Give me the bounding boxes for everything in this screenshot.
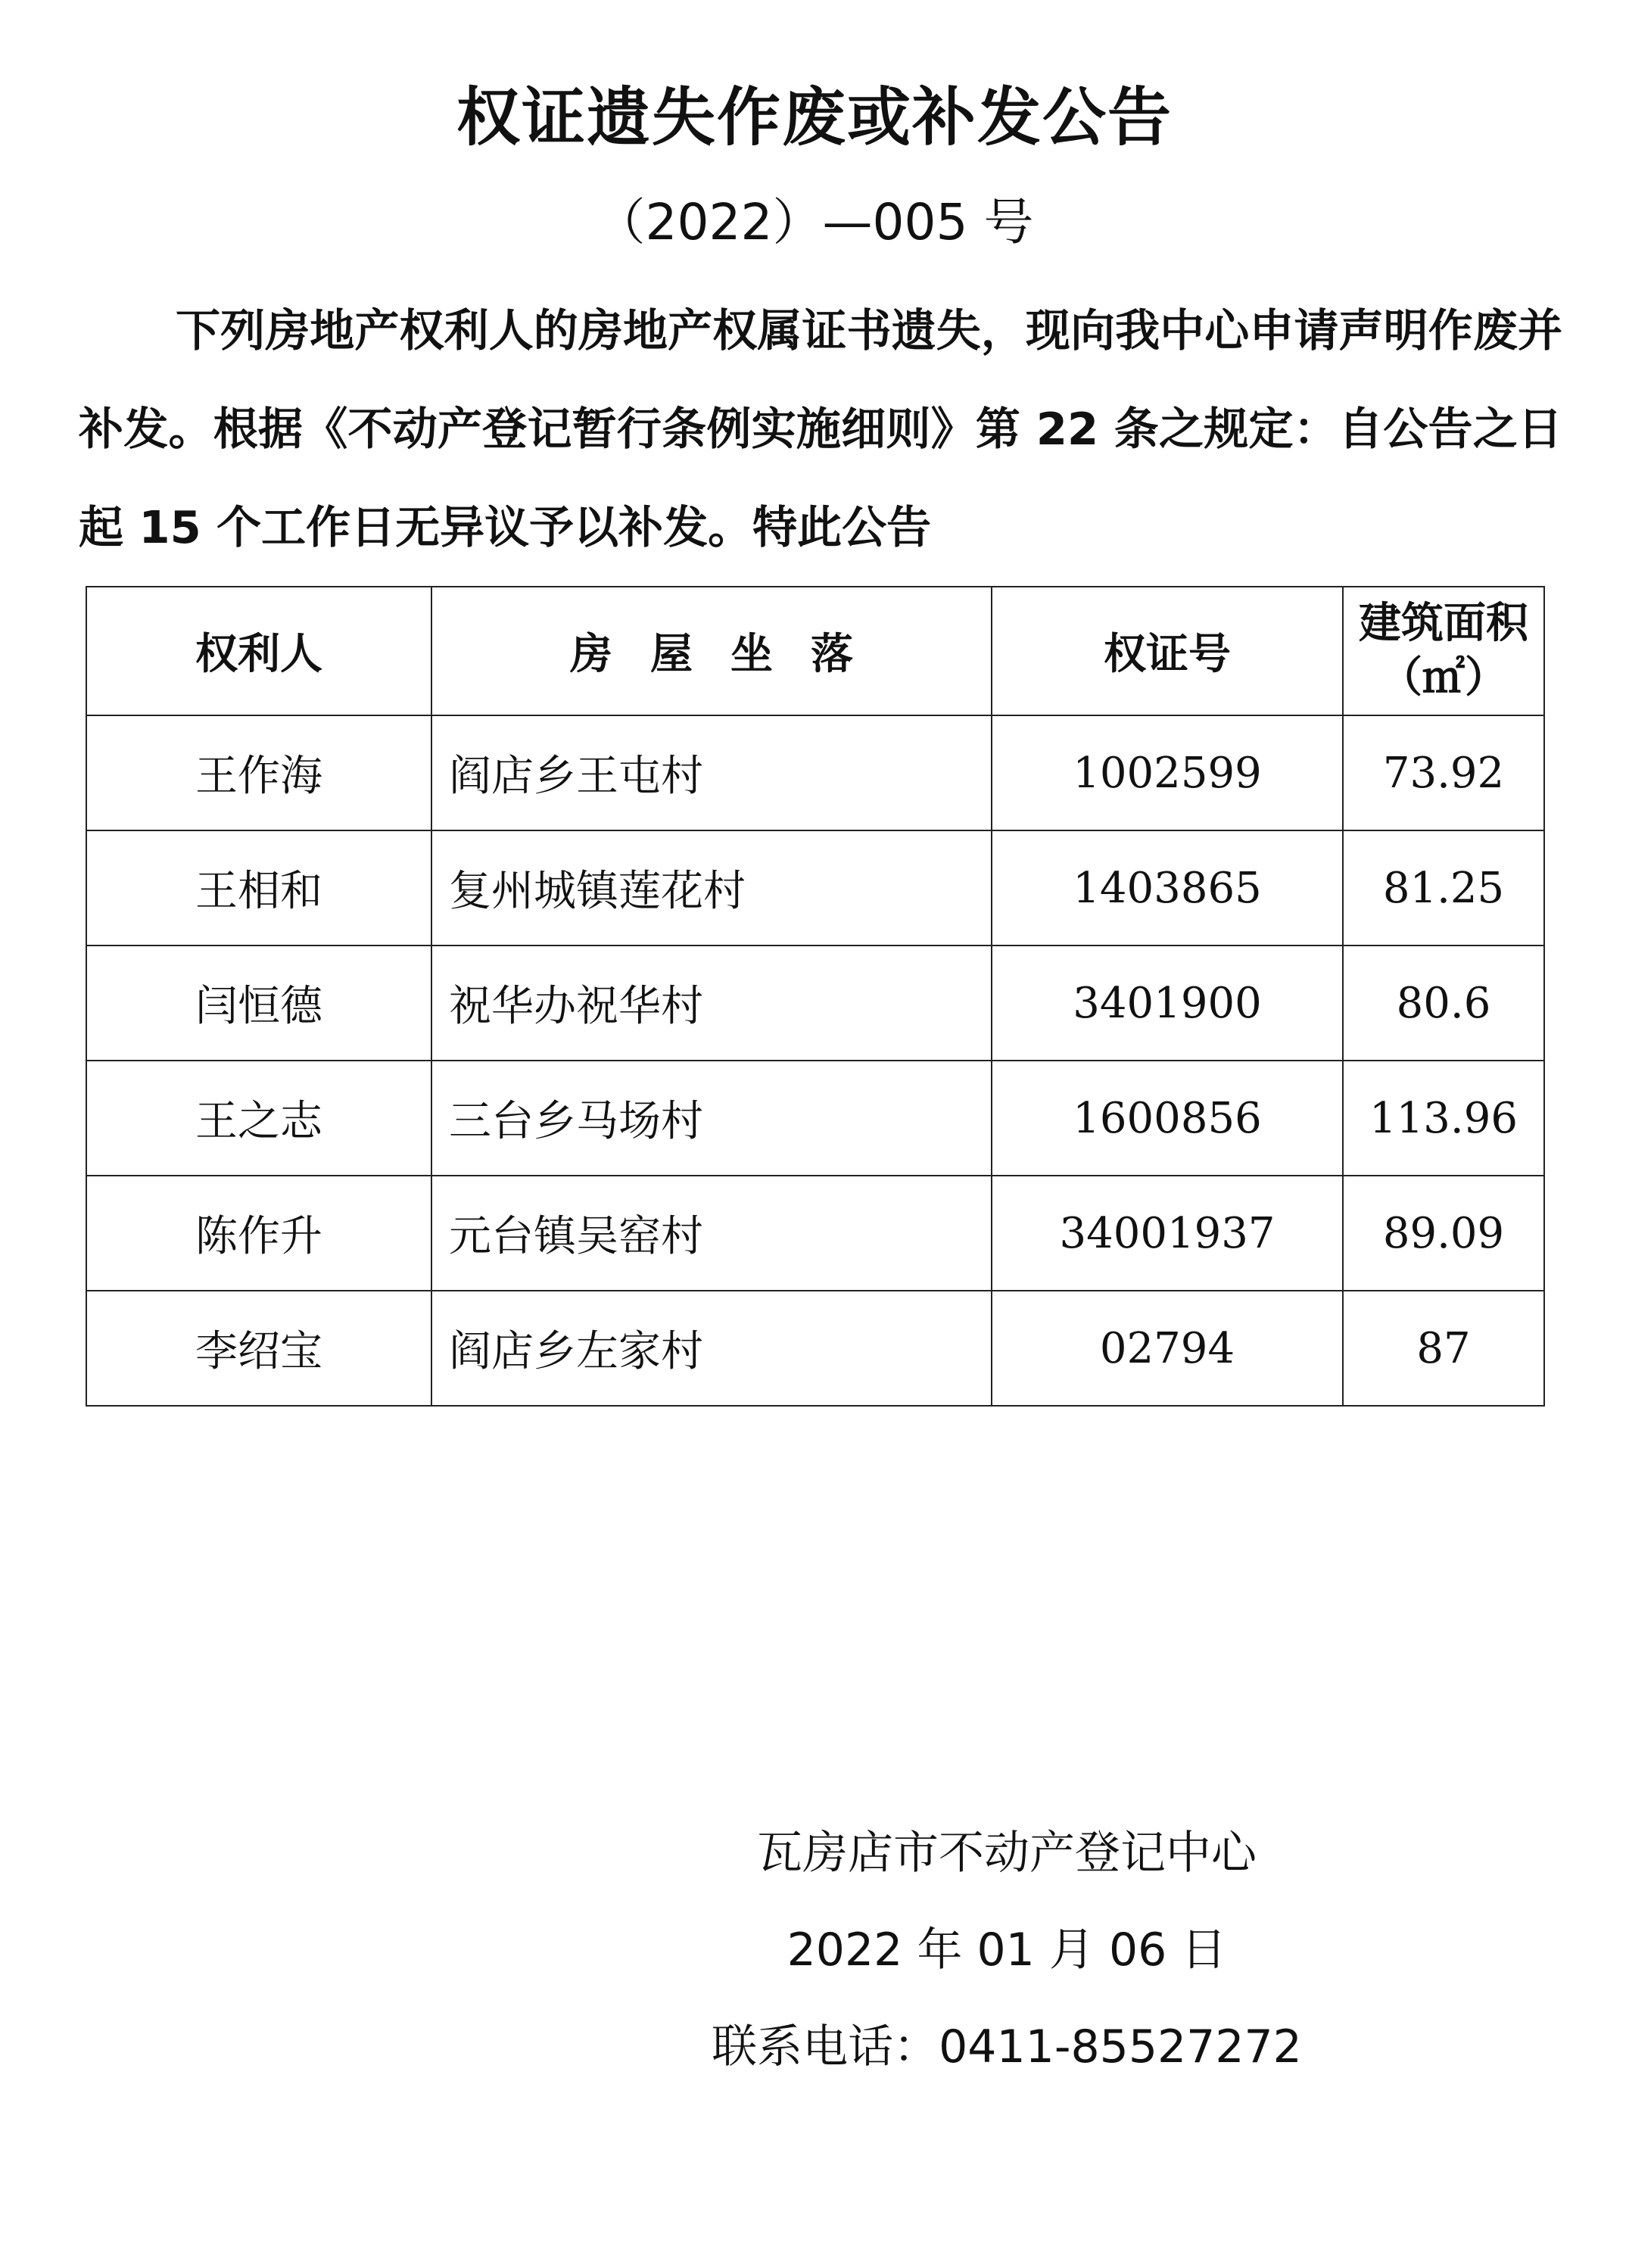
area-cell: 89.09 (1343, 1176, 1544, 1291)
issuing-organization: 瓦房店市不动产登记中心 (757, 1827, 1257, 1880)
location-cell: 复州城镇莲花村 (431, 830, 992, 946)
area-cell: 80.6 (1343, 946, 1544, 1061)
notice-body: 下列房地产权利人的房地产权属证书遗失，现向我中心申请声明作废并补发。根据《不动产登记暂行条例实施细则》第 22 条之规定：自公告之日起 15 个工作日无异议予以补发。特此公告 (79, 304, 1562, 553)
document-number: （2022）—005 号 (595, 193, 1034, 251)
cert-no-cell: 1403865 (992, 830, 1343, 946)
owner-cell: 王之志 (86, 1061, 431, 1176)
cert-no-cell: 3401900 (992, 946, 1343, 1061)
owner-cell: 王作海 (86, 715, 431, 830)
issue-date: 2022 年 01 月 06 日 (786, 1924, 1227, 1977)
owner-cell: 闫恒德 (86, 946, 431, 1061)
table-row (86, 830, 1544, 946)
notice-title: 权证遗失作废或补发公告 (456, 80, 1173, 154)
owner-cell: 陈作升 (86, 1176, 431, 1291)
location-cell: 阎店乡王屯村 (431, 715, 992, 830)
table-row (86, 715, 1544, 830)
location-cell: 元台镇吴窑村 (431, 1176, 992, 1291)
area-cell: 73.92 (1343, 715, 1544, 830)
cert-no-cell: 34001937 (992, 1176, 1343, 1291)
cert-no-cell: 1002599 (992, 715, 1343, 830)
header-cert-no: 权证号 (992, 587, 1343, 715)
table-header-row (86, 587, 1544, 715)
records-table (86, 586, 1545, 1407)
table-row (86, 946, 1544, 1061)
table-row (86, 1291, 1544, 1406)
cert-no-cell: 1600856 (992, 1061, 1343, 1176)
table-row (86, 1176, 1544, 1291)
owner-cell: 王相和 (86, 830, 431, 946)
table-row (86, 1061, 1544, 1176)
cert-no-cell: 02794 (992, 1291, 1343, 1406)
header-area-unit: （㎡） (1380, 653, 1507, 703)
area-cell: 113.96 (1343, 1061, 1544, 1176)
header-area-label: 建筑面积 (1359, 599, 1528, 648)
header-location: 房屋坐落 (431, 587, 992, 715)
header-area (1343, 587, 1544, 715)
location-cell: 祝华办祝华村 (431, 946, 992, 1061)
contact-phone: 联系电话：0411-85527272 (712, 2020, 1302, 2073)
location-cell: 三台乡马场村 (431, 1061, 992, 1176)
location-cell: 阎店乡左家村 (431, 1291, 992, 1406)
area-cell: 81.25 (1343, 830, 1544, 946)
header-owner: 权利人 (86, 587, 431, 715)
area-cell: 87 (1343, 1291, 1544, 1406)
owner-cell: 李绍宝 (86, 1291, 431, 1406)
